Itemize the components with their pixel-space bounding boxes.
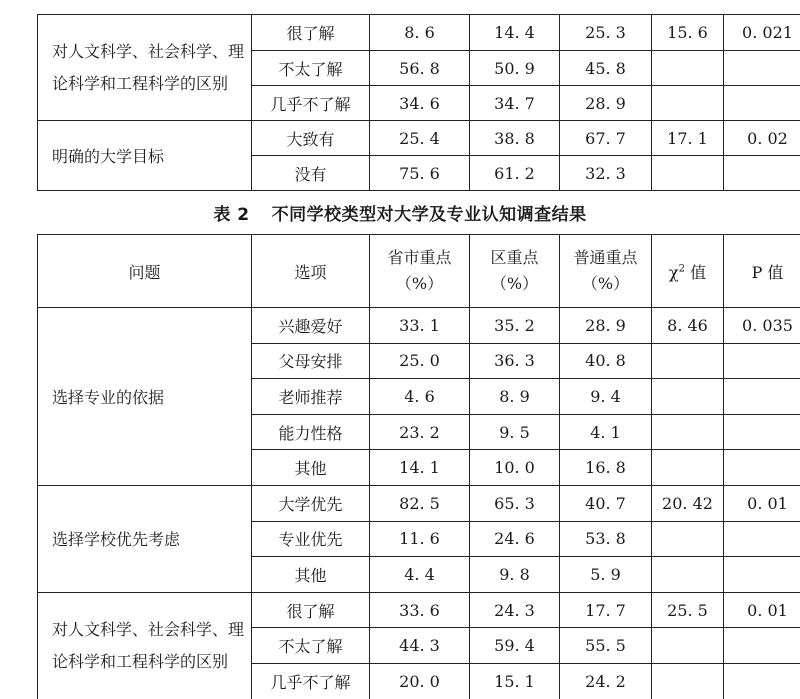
empty-cell [724,156,800,191]
empty-cell [724,414,800,450]
value-cell: 34. 7 [470,86,560,121]
question-cell: 对人文科学、社会科学、理论科学和工程科学的区别 [38,15,252,121]
value-cell: 40. 7 [560,485,652,521]
value-cell: 16. 8 [560,450,652,486]
empty-cell [652,521,724,557]
value-cell: 45. 8 [560,51,652,86]
value-cell: 4. 6 [370,379,470,415]
header-provincial-key [370,235,470,308]
header-district-key-unit: （%） [490,274,539,293]
value-cell: 10. 0 [470,450,560,486]
table-row [38,485,800,521]
table-2 [37,234,800,699]
value-cell: 4. 1 [560,414,652,450]
value-cell: 34. 6 [370,86,470,121]
value-cell: 17. 7 [560,592,652,628]
header-option: 选项 [252,235,370,308]
empty-cell [724,628,800,664]
table-1-continued [37,14,800,191]
value-cell: 25. 4 [370,121,470,156]
value-cell: 65. 3 [470,485,560,521]
value-cell: 5. 9 [560,557,652,593]
empty-cell [652,414,724,450]
value-cell: 9. 8 [470,557,560,593]
question-cell: 选择专业的依据 [38,308,252,486]
header-provincial-key-unit: （%） [395,274,444,293]
value-cell: 75. 6 [370,156,470,191]
p-value-cell: 0. 01 [724,592,800,628]
empty-cell [652,628,724,664]
p-value-cell: 0. 01 [724,485,800,521]
value-cell: 55. 5 [560,628,652,664]
value-cell: 8. 9 [470,379,560,415]
question-cell: 对人文科学、社会科学、理论科学和工程科学的区别 [38,592,252,699]
table-row [38,592,800,628]
chi2-cell: 17. 1 [652,121,724,156]
p-value-cell: 0. 02 [724,121,800,156]
empty-cell [652,450,724,486]
empty-cell [724,379,800,415]
value-cell: 24. 3 [470,592,560,628]
option-cell: 不太了解 [252,628,370,664]
value-cell: 23. 2 [370,414,470,450]
value-cell: 14. 4 [470,15,560,51]
header-ordinary-key [560,235,652,308]
value-cell: 59. 4 [470,628,560,664]
header-ordinary-key-unit: （%） [581,274,630,293]
p-value-cell: 0. 035 [724,308,800,344]
chi2-cell: 20. 42 [652,485,724,521]
header-question: 问题 [38,235,252,308]
empty-cell [652,379,724,415]
value-cell: 38. 8 [470,121,560,156]
empty-cell [724,557,800,593]
empty-cell [652,557,724,593]
chi2-cell: 25. 5 [652,592,724,628]
option-cell: 其他 [252,450,370,486]
header-chi2 [652,235,724,308]
value-cell: 40. 8 [560,343,652,379]
p-value-cell: 0. 021 [724,15,800,51]
header-district-key-name: 区重点 [490,248,539,267]
value-cell: 24. 2 [560,663,652,699]
table-caption [0,200,800,225]
header-ordinary-key-name: 普通重点 [573,248,638,267]
option-cell: 不太了解 [252,51,370,86]
value-cell: 28. 9 [560,308,652,344]
value-cell: 15. 1 [470,663,560,699]
option-cell: 兴趣爱好 [252,308,370,344]
value-cell: 8. 6 [370,15,470,51]
value-cell: 11. 6 [370,521,470,557]
empty-cell [652,343,724,379]
value-cell: 35. 2 [470,308,560,344]
value-cell: 33. 1 [370,308,470,344]
empty-cell [652,51,724,86]
value-cell: 82. 5 [370,485,470,521]
option-cell: 大学优先 [252,485,370,521]
option-cell: 大致有 [252,121,370,156]
value-cell: 44. 3 [370,628,470,664]
value-cell: 56. 8 [370,51,470,86]
table-row [38,121,800,156]
option-cell: 其他 [252,557,370,593]
option-cell: 几乎不了解 [252,86,370,121]
value-cell: 9. 5 [470,414,560,450]
option-cell: 很了解 [252,15,370,51]
value-cell: 25. 3 [560,15,652,51]
chi2-cell: 15. 6 [652,15,724,51]
value-cell: 28. 9 [560,86,652,121]
value-cell: 50. 9 [470,51,560,86]
option-cell: 能力性格 [252,414,370,450]
question-cell: 明确的大学目标 [38,121,252,191]
option-cell: 很了解 [252,592,370,628]
header-provincial-key-name: 省市重点 [387,248,452,267]
value-cell: 33. 6 [370,592,470,628]
option-cell: 几乎不了解 [252,663,370,699]
value-cell: 24. 6 [470,521,560,557]
option-cell: 专业优先 [252,521,370,557]
header-p-value: P 值 [724,235,800,308]
table-number: 表 2 [213,205,250,225]
empty-cell [724,86,800,121]
header-row [38,235,800,308]
header-district-key [470,235,560,308]
empty-cell [724,450,800,486]
empty-cell [652,156,724,191]
option-cell: 父母安排 [252,343,370,379]
empty-cell [724,343,800,379]
value-cell: 25. 0 [370,343,470,379]
value-cell: 32. 3 [560,156,652,191]
option-cell: 老师推荐 [252,379,370,415]
value-cell: 61. 2 [470,156,560,191]
empty-cell [652,86,724,121]
value-cell: 36. 3 [470,343,560,379]
chi-superscript: 2 [678,263,685,275]
question-cell: 选择学校优先考虑 [38,485,252,592]
empty-cell [724,51,800,86]
value-cell: 67. 7 [560,121,652,156]
empty-cell [652,663,724,699]
empty-cell [724,521,800,557]
table-row [38,15,800,51]
value-cell: 9. 4 [560,379,652,415]
table-title: 不同学校类型对大学及专业认知调查结果 [271,205,587,225]
empty-cell [724,663,800,699]
value-cell: 20. 0 [370,663,470,699]
value-cell: 14. 1 [370,450,470,486]
option-cell: 没有 [252,156,370,191]
chi-symbol: χ [668,262,679,282]
chi2-cell: 8. 46 [652,308,724,344]
value-cell: 53. 8 [560,521,652,557]
table-row [38,308,800,344]
value-cell: 4. 4 [370,557,470,593]
chi-suffix: 值 [690,262,707,282]
